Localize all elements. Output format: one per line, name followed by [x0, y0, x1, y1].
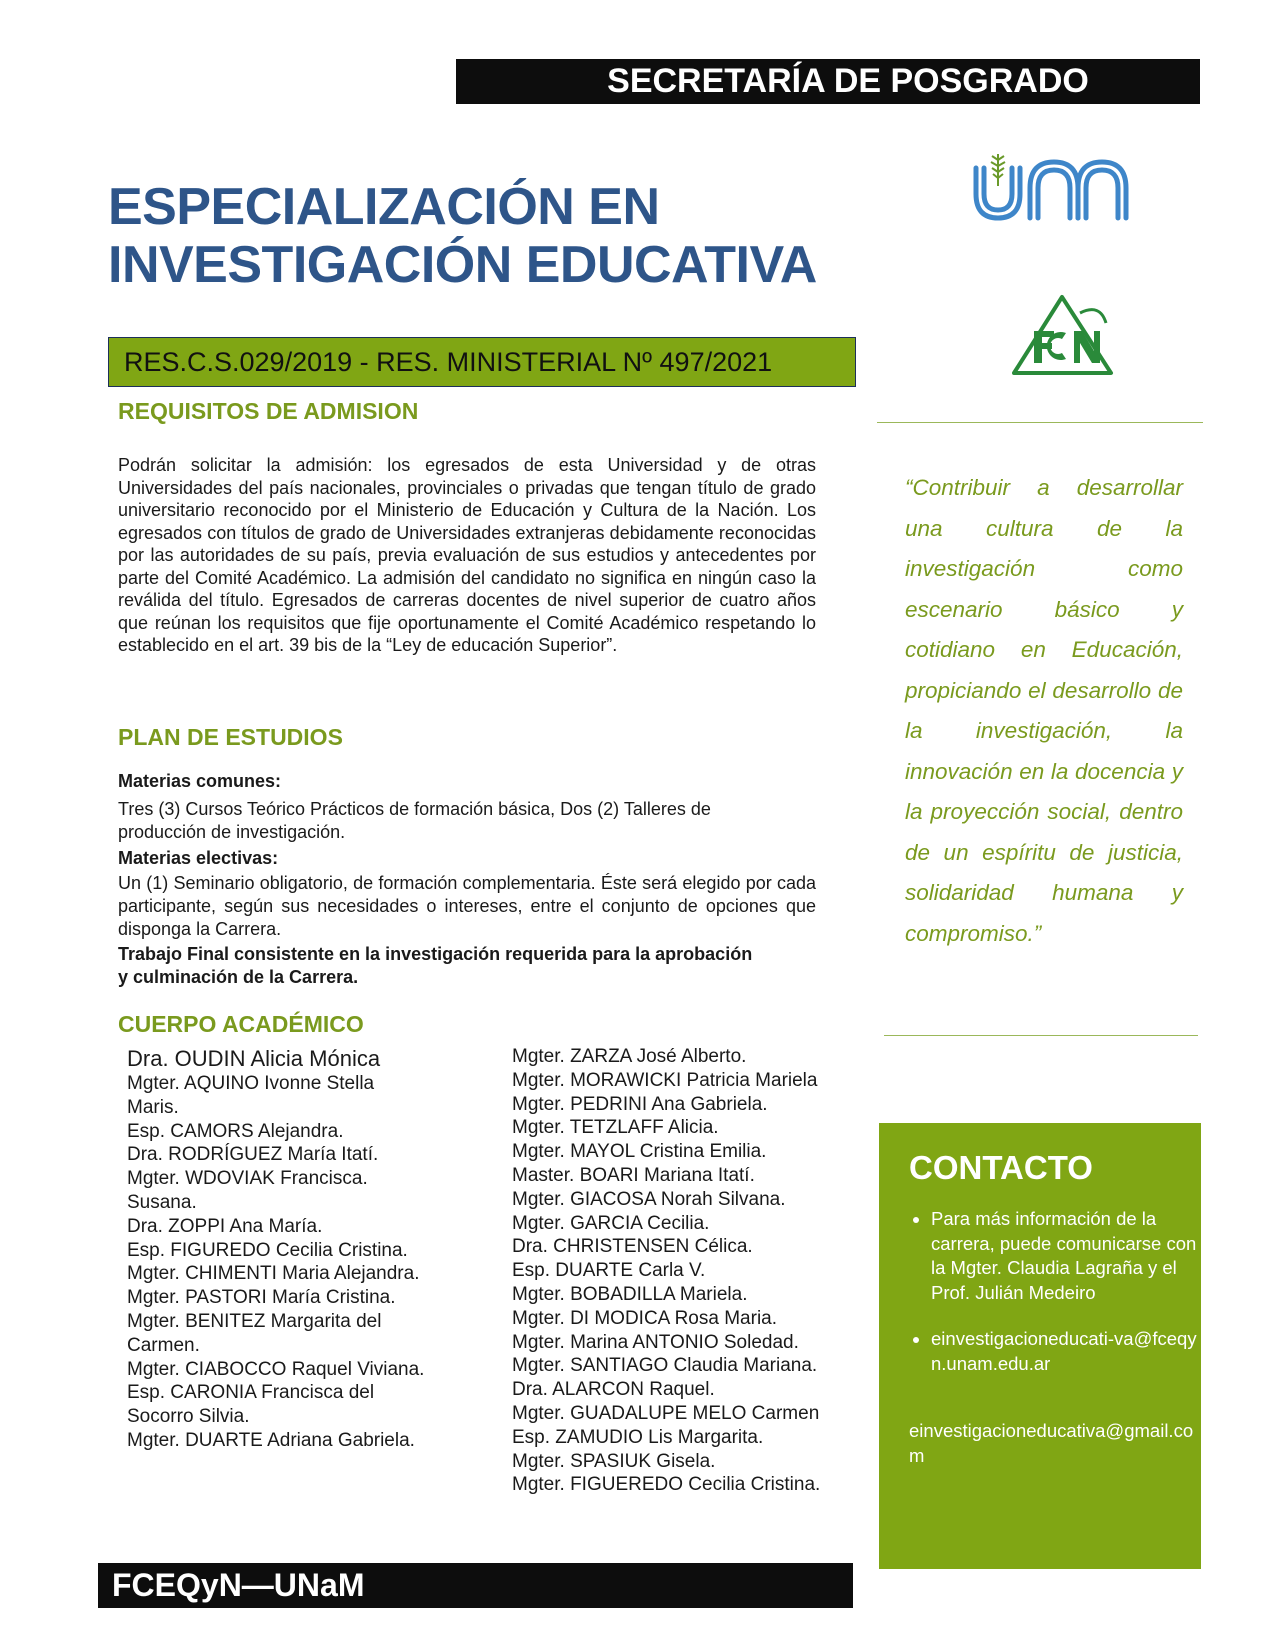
faculty-member: Esp. CARONIA Francisca del Socorro Silvia. — [127, 1382, 375, 1428]
comunes-label: Materias comunes: — [118, 771, 282, 791]
faculty-member: Mgter. CIABOCCO Raquel Viviana. — [127, 1358, 425, 1380]
faculty-member: Mgter. SPASIUK Gisela. — [512, 1450, 716, 1472]
faculty-member: Mgter. Marina ANTONIO Soledad. — [512, 1331, 799, 1353]
faculty-member: Mgter. SANTIAGO Claudia Mariana. — [512, 1355, 818, 1377]
faculty-member: Mgter. ZARZA José Alberto. — [512, 1046, 747, 1067]
admision-heading: REQUISITOS DE ADMISION — [118, 398, 419, 424]
admision-text: Podrán solicitar la admisión: los egresados de esta Universidad y de otras Universidades del país nacionales, provinciales o privadas que tengan título de grado universitario reconocido por el Ministerio de Educación y Cultura de la Nación. Los egresados con títulos de grado de Universidades extranjeras debidamente reconocidas por las autoridades de su país, previa evaluación de sus estudios y antecedentes por parte del Comité Académico. La admisión del candidato no significa en ningún caso la reválida del título. Egresados de carreras docentes de nivel superior de cuatro años que reúnan los requisitos que fije oportunamente el Comité Académico respetando lo establecido en el art. 39 bis de la “Ley de educación Superior”. — [118, 455, 816, 655]
mission-quote — [905, 468, 1183, 954]
divider-bottom — [884, 1035, 1198, 1036]
comunes-text: Tres (3) Cursos Teórico Prácticos de formación básica, Dos (2) Talleres de producción de investigación. — [118, 799, 711, 842]
faculty-member: Mgter. MAYOL Cristina Emilia. — [512, 1141, 767, 1163]
faculty-member: Mgter. DUARTE Adriana Gabriela. — [127, 1429, 415, 1451]
faculty-member: Mgter. AQUINO Ivonne Stella Maris. — [127, 1073, 375, 1118]
faculty-list-left — [127, 1045, 427, 1453]
electivas-text: Un (1) Seminario obligatorio, de formación complementaria. Éste será elegido por cada participante, según sus necesidades o intereses, entre el conjunto de opciones que disponga la Carrera. — [118, 873, 816, 939]
faculty-member: Mgter. GIACOSA Norah Silvana. — [512, 1188, 786, 1210]
faculty-member: Esp. FIGUREDO Cecilia Cristina. — [127, 1239, 408, 1261]
quote-body: “Contribuir a desarrollar una cultura de la investigación como escenario básico y cotidiano en Educación, propiciando el desarrollo de la investigación, la innovación en la docencia y la proyección social, dentro de un espíritu de justicia, solidaridad humana y — [905, 475, 1183, 905]
faculty-member: Esp. DUARTE Carla V. — [512, 1260, 706, 1282]
title-line-1: ESPECIALIZACIÓN EN — [108, 178, 660, 236]
faculty-member: Dra. RODRÍGUEZ María Itatí. — [127, 1144, 379, 1166]
footer-banner: FCEQyN—UNaM — [98, 1563, 853, 1608]
faculty-member: Mgter. TETZLAFF Alicia. — [512, 1117, 719, 1139]
contact-list — [909, 1207, 1211, 1398]
contact-email-2[interactable]: einvestigacioneducativa@gmail.com — [909, 1420, 1194, 1466]
faculty-member: Mgter. PEDRINI Ana Gabriela. — [512, 1093, 768, 1115]
faculty-member: Mgter. GARCIA Cecilia. — [512, 1212, 710, 1234]
header-banner: SECRETARÍA DE POSGRADO — [456, 59, 1200, 104]
faculty-member: Esp. CAMORS Alejandra. — [127, 1120, 344, 1142]
faculty-member: Mgter. MORAWICKI Patricia Mariela — [512, 1069, 818, 1091]
faculty-member: Mgter. PASTORI María Cristina. — [127, 1287, 396, 1309]
faculty-member: Mgter. CHIMENTI Maria Alejandra. — [127, 1263, 420, 1285]
faculty-member: Mgter. WDOVIAK Francisca. Susana. — [127, 1168, 368, 1213]
faculty-member: Dra. OUDIN Alicia Mónica — [127, 1046, 381, 1071]
quote-last-line: compromiso.” — [905, 920, 1042, 946]
contact-email-1[interactable]: • einvestigacioneducati-va@fceqyn.unam.edu.ar — [931, 1327, 1211, 1376]
contact-title: CONTACTO — [909, 1149, 1093, 1186]
faculty-member: Dra. CHRISTENSEN Célica. — [512, 1236, 753, 1258]
page-title — [108, 178, 868, 294]
faculty-member: Dra. ZOPPI Ana María. — [127, 1215, 323, 1237]
faculty-list-right — [512, 1045, 872, 1497]
faculty-member: Esp. ZAMUDIO Lis Margarita. — [512, 1426, 764, 1448]
faculty-member: Mgter. FIGUEREDO Cecilia Cristina. — [512, 1474, 821, 1496]
faculty-member: Mgter. DI MODICA Rosa Maria. — [512, 1307, 778, 1329]
title-line-2: INVESTIGACIÓN EDUCATIVA — [108, 236, 817, 294]
unam-logo-icon — [968, 146, 1143, 226]
faculty-member: Mgter. BOBADILLA Mariela. — [512, 1283, 748, 1305]
faculty-member: Master. BOARI Mariana Itatí. — [512, 1164, 755, 1186]
faculty-member: Mgter. BENITEZ Margarita del Carmen. — [127, 1310, 382, 1356]
plan-heading: PLAN DE ESTUDIOS — [118, 724, 343, 750]
contact-info: • Para más información de la carrera, puede comunicarse con la Mgter. Claudia Lagraña y el Prof. Julián Medeiro — [931, 1207, 1211, 1305]
cuerpo-heading: CUERPO ACADÉMICO — [118, 1011, 364, 1037]
faculty-member: Mgter. GUADALUPE MELO Carmen — [512, 1402, 820, 1424]
resolution-box: RES.C.S.029/2019 - RES. MINISTERIAL Nº 497/2021 — [108, 337, 856, 387]
faculty-member: Dra. ALARCON Raquel. — [512, 1379, 715, 1401]
plan-block — [118, 770, 816, 989]
trabajo-final-text: Trabajo Final consistente en la investigación requerida para la aprobación y culminación de la Carrera. — [118, 944, 753, 987]
divider-top — [877, 422, 1203, 423]
fceqyn-logo-icon — [1010, 293, 1115, 378]
contact-box — [879, 1123, 1201, 1569]
electivas-label: Materias electivas: — [118, 848, 279, 868]
